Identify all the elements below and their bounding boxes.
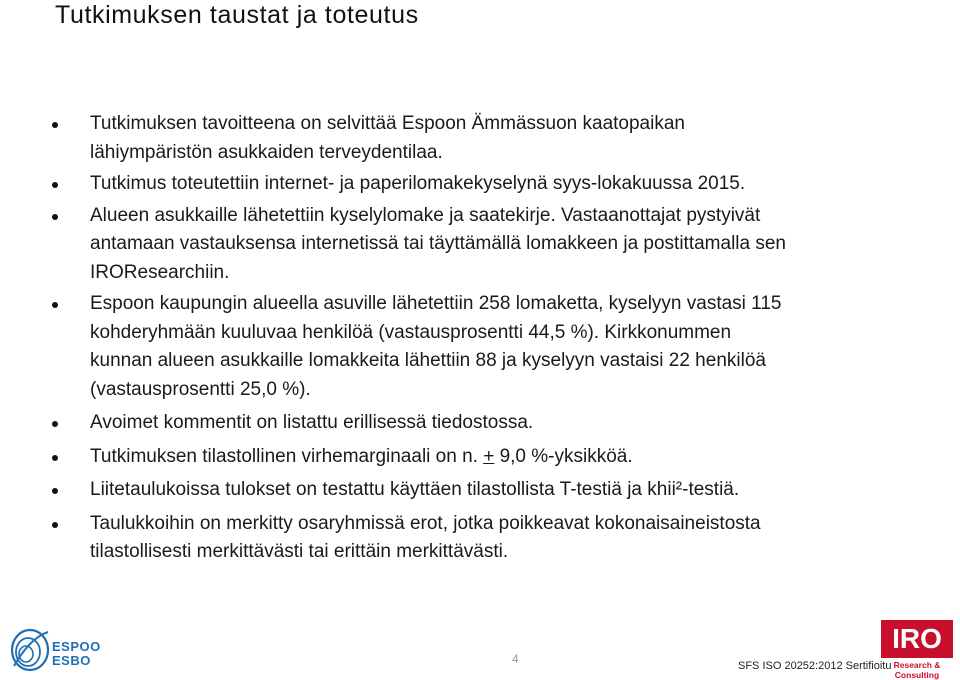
espoo-logo-text <box>52 640 101 668</box>
bullet-line: Liitetaulukoissa tulokset on testattu käyttäen tilastollista T-testiä ja khii²-testiä. <box>90 479 740 500</box>
bullet-list <box>52 110 912 567</box>
bullet-line: Tutkimus toteutettiin internet- ja paperilomakekyselynä syys-lokakuussa 2015. <box>90 173 746 194</box>
bullet-dot-icon <box>52 522 58 528</box>
slide-title: Tutkimuksen taustat ja toteutus <box>55 1 419 29</box>
bullet-line: Taulukkoihin on merkitty osaryhmissä erot, jotka poikkeavat kokonaisaineistosta <box>90 512 761 534</box>
bullet-line: Avoimet kommentit on listattu erillisessä tiedostossa. <box>90 412 534 433</box>
bullet-line: kohderyhmään kuuluvaa henkilöä (vastausprosentti 44,5 %). Kirkkonummen <box>90 321 732 343</box>
bullet-line: Espoon kaupungin alueella asuville lähetettiin 258 lomaketta, kyselyyn vastasi 115 <box>90 293 782 314</box>
bullet-line: Alueen asukkaille lähetettiin kyselylomake ja saatekirje. Vastaanottajat pystyivät <box>90 204 761 226</box>
bullet-dot-icon <box>52 214 58 220</box>
bullet-item <box>52 170 912 199</box>
bullet-dot-icon <box>52 182 58 188</box>
bullet-dot-icon <box>52 488 58 494</box>
iro-logo <box>881 620 953 658</box>
bullet-item <box>52 409 912 438</box>
bullet-item <box>52 443 912 472</box>
bullet-item <box>52 290 912 404</box>
bullet-dot-icon <box>52 455 58 461</box>
bullet-line: IROResearchiin. <box>90 261 230 283</box>
iro-logo-text: IRO <box>892 623 942 654</box>
certification-text: SFS ISO 20252:2012 Sertifioitu <box>738 660 892 672</box>
bullet-dot-icon <box>52 421 58 427</box>
plus-minus-sign: + <box>483 445 495 467</box>
bullet-line: antamaan vastauksensa internetissä tai täyttämällä lomakkeen ja postittamalla sen <box>90 233 786 254</box>
espoo-name: ESPOO <box>52 639 101 654</box>
bullet-item <box>52 110 912 167</box>
bullet-line: kunnan alueen asukkaille lomakkeita lähettiin 88 ja kyselyyn vastaisi 22 henkilöä <box>90 350 766 371</box>
bullet-dot-icon <box>52 302 58 308</box>
bullet-line: (vastausprosentti 25,0 %). <box>90 378 311 400</box>
bullet-item <box>52 510 912 567</box>
bullet-line: lähiympäristön asukkaiden terveydentilaa. <box>90 141 443 163</box>
bullet-line: tilastollisesti merkittävästi tai erittäin merkittävästi. <box>90 541 509 562</box>
bullet-line-post: 9,0 %-yksikköä. <box>494 445 633 467</box>
bullet-line: Tutkimuksen tavoitteena on selvittää Espoon Ämmässuon kaatopaikan <box>90 113 685 134</box>
esbo-name: ESBO <box>52 653 91 668</box>
bullet-item <box>52 202 912 288</box>
bullet-line-pre: Tutkimuksen tilastollinen virhemarginaali on n. <box>90 445 484 467</box>
bullet-dot-icon <box>52 122 58 128</box>
page-number: 4 <box>512 652 519 666</box>
iro-tagline: Research & Consulting <box>893 660 941 680</box>
bullet-item <box>52 476 912 505</box>
